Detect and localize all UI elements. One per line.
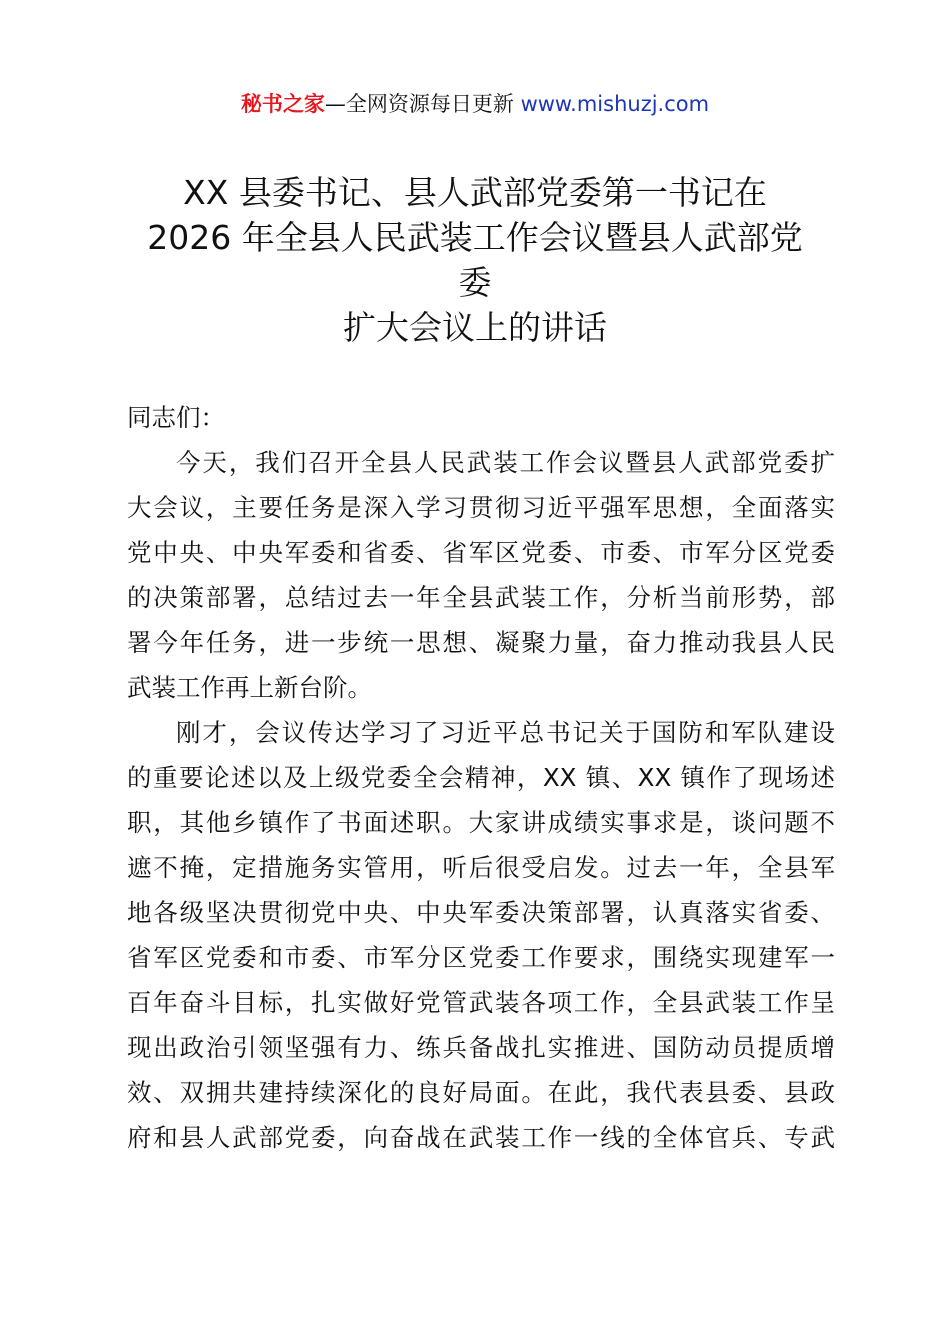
text-line: 百年奋斗目标，扎实做好党管武装各项工作，全县武装工作呈 — [127, 988, 835, 1017]
text-line: 遮不掩，定措施务实管用，听后很受启发。过去一年，全县军 — [127, 853, 835, 882]
text-line: 今天，我们召开全县人民武装工作会议暨县人武部党委扩 — [176, 448, 835, 477]
text-line: 的重要论述以及上级党委全会精神，XX 镇、XX 镇作了现场述 — [127, 763, 835, 792]
site-header — [0, 88, 950, 120]
text-line: 职，其他乡镇作了书面述职。大家讲成绩实事求是，谈问题不 — [127, 808, 835, 837]
paragraph-review — [127, 710, 835, 1160]
title-line: XX 县委书记、县人武部党委第一书记在 — [183, 173, 767, 212]
text-line: 武装工作再上新台阶。 — [127, 673, 372, 702]
site-url[interactable]: www.mishuzj.com — [520, 92, 710, 116]
text-line: 效、双拥共建持续深化的良好局面。在此，我代表县委、县政 — [127, 1078, 835, 1107]
brand-name: 秘书之家 — [240, 92, 325, 116]
text-line: 的决策部署，总结过去一年全县武装工作，分析当前形势，部 — [127, 583, 835, 612]
title-line: 扩大会议上的讲话 — [343, 308, 607, 347]
document-body — [127, 396, 835, 1160]
salutation: 同志们： — [127, 403, 225, 432]
document-title — [120, 170, 830, 350]
text-line: 刚才，会议传达学习了习近平总书记关于国防和军队建设 — [176, 718, 835, 747]
text-line: 党中央、中央军委和省委、省军区党委、市委、市军分区党委 — [127, 538, 835, 567]
text-line: 省军区党委和市委、市军分区党委工作要求，围绕实现建军一 — [127, 943, 835, 972]
paragraph-opening — [127, 440, 835, 710]
header-slogan: —全网资源每日更新 — [324, 92, 521, 116]
text-line: 地各级坚决贯彻党中央、中央军委决策部署，认真落实省委、 — [127, 898, 835, 927]
text-line: 府和县人武部党委，向奋战在武装工作一线的全体官兵、专武 — [127, 1123, 835, 1152]
title-line: 2026 年全县人民武装工作会议暨县人武部党 — [147, 218, 803, 257]
text-line: 署今年任务，进一步统一思想、凝聚力量，奋力推动我县人民 — [127, 628, 835, 657]
text-line: 大会议，主要任务是深入学习贯彻习近平强军思想，全面落实 — [127, 493, 835, 522]
title-line: 委 — [458, 263, 492, 302]
text-line: 现出政治引领坚强有力、练兵备战扎实推进、国防动员提质增 — [127, 1033, 835, 1062]
